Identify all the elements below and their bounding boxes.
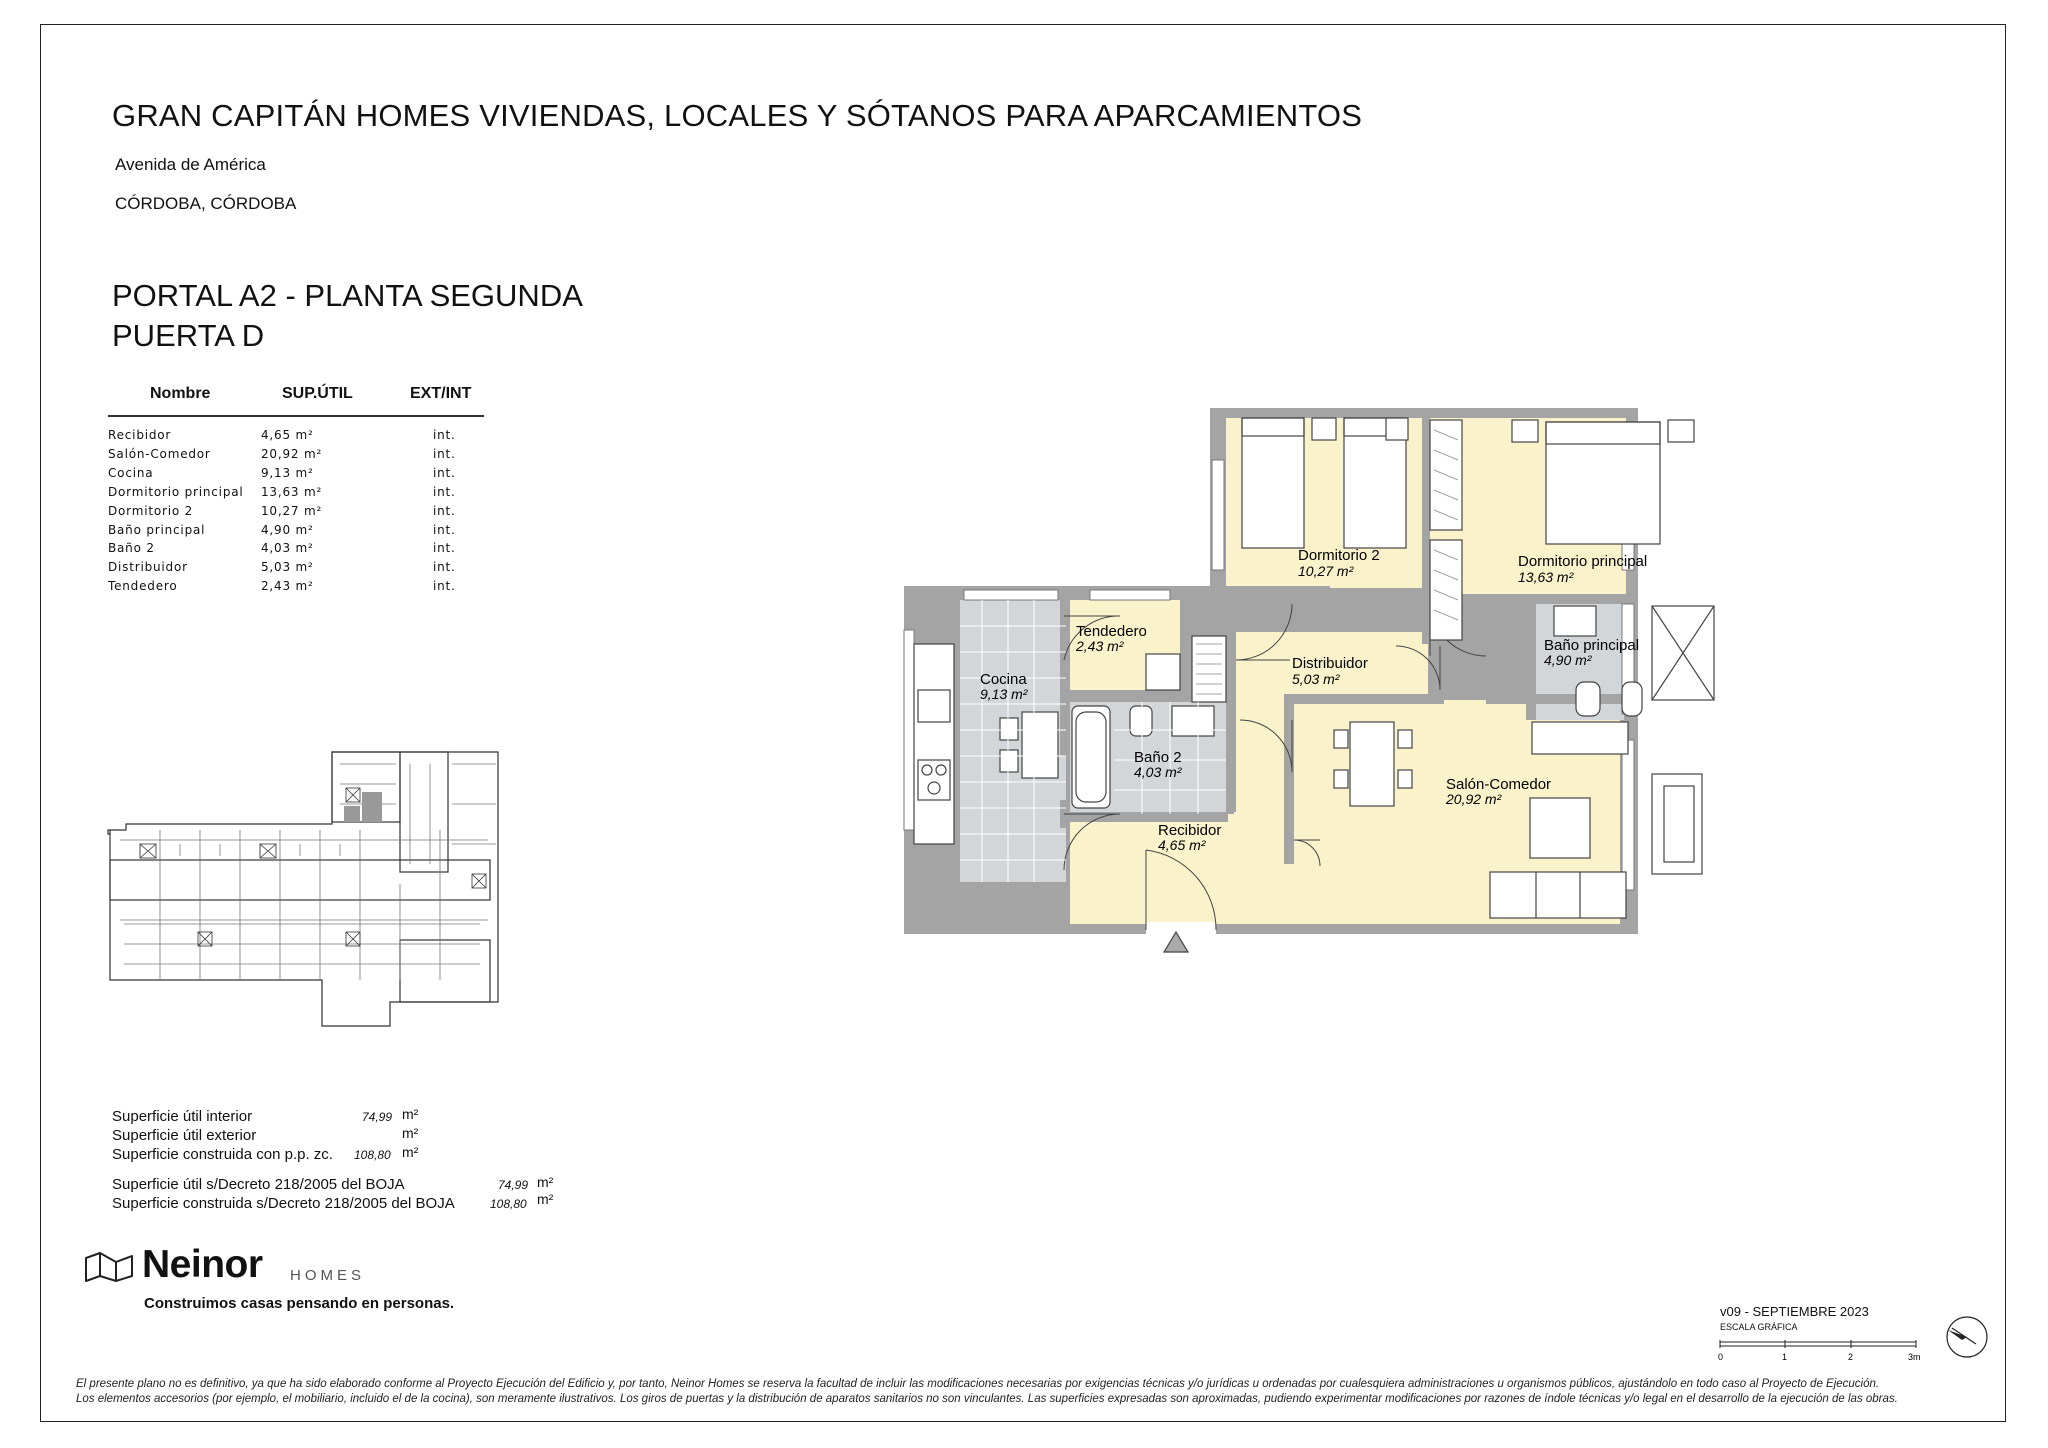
table-row xyxy=(108,485,488,504)
version-label: v09 - SEPTIEMBRE 2023 xyxy=(1720,1304,1869,1319)
row-area: 4,03 m² xyxy=(261,541,314,555)
surface-interior-label: Superficie útil interior xyxy=(112,1108,253,1125)
area-bano-principal: 4,90 m² xyxy=(1544,652,1592,668)
row-type: int. xyxy=(433,579,456,593)
area-dormitorio2: 10,27 m² xyxy=(1298,563,1354,579)
row-area: 9,13 m² xyxy=(261,466,314,480)
surface-exterior-unit: m² xyxy=(402,1125,419,1141)
row-name: Distribuidor xyxy=(108,560,188,574)
portal-floor: PORTAL A2 - PLANTA SEGUNDA xyxy=(112,278,583,313)
scale-label: ESCALA GRÁFICA xyxy=(1720,1322,1798,1332)
table-row xyxy=(108,523,488,542)
row-name: Dormitorio 2 xyxy=(108,504,194,518)
label-dormitorio2: Dormitorio 2 xyxy=(1298,547,1380,564)
row-area: 4,65 m² xyxy=(261,428,314,442)
surface-boja-util-label: Superficie útil s/Decreto 218/2005 del BOJA xyxy=(112,1176,405,1193)
disclaimer-line2: Los elementos accesorios (por ejemplo, el mobiliario, incluido el de la cocina), son meramente ilustrativos. Los giros de puertas y la distribución de aparatos sanitarios no son vinculantes. Las superficies expresadas son aproximadas, pudiendo experimentar modificaciones por razones de índole técnicas y/o legal en el desarrollo de la ejecución de las obras. xyxy=(76,1393,1898,1405)
row-area: 20,92 m² xyxy=(261,447,323,461)
row-type: int. xyxy=(433,447,456,461)
table-row xyxy=(108,560,488,579)
brand-slogan: Construimos casas pensando en personas. xyxy=(144,1295,455,1312)
row-type: int. xyxy=(433,428,456,442)
surface-boja-util-unit: m² xyxy=(537,1174,554,1190)
row-name: Dormitorio principal xyxy=(108,485,244,499)
label-recibidor: Recibidor xyxy=(1158,822,1222,839)
surface-exterior-label: Superficie útil exterior xyxy=(112,1127,257,1144)
row-type: int. xyxy=(433,504,456,518)
brand-sub: HOMES xyxy=(290,1267,366,1284)
row-name: Tendedero xyxy=(108,579,178,593)
row-name: Baño 2 xyxy=(108,541,155,555)
surface-boja-util xyxy=(112,1176,592,1196)
area-cocina: 9,13 m² xyxy=(980,686,1028,702)
table-row xyxy=(108,447,488,466)
area-tendedero: 2,43 m² xyxy=(1076,638,1124,654)
table-row xyxy=(108,428,488,447)
surface-interior-unit: m² xyxy=(402,1106,419,1122)
key-plan xyxy=(100,744,520,1030)
door-label: PUERTA D xyxy=(112,318,265,353)
label-bano-principal: Baño principal xyxy=(1544,637,1640,654)
surface-built xyxy=(112,1146,592,1166)
area-recibidor: 4,65 m² xyxy=(1158,837,1206,853)
graphic-scale xyxy=(1718,1336,1924,1366)
row-name: Recibidor xyxy=(108,428,172,442)
row-type: int. xyxy=(433,485,456,499)
surface-boja-built-value: 108,80 xyxy=(490,1197,527,1211)
brand-name: Neinor xyxy=(142,1243,263,1286)
table-rule xyxy=(108,415,484,417)
table-row xyxy=(108,579,488,598)
scale-tick-2: 2 xyxy=(1848,1352,1854,1362)
street-address: Avenida de América xyxy=(115,155,266,174)
row-area: 4,90 m² xyxy=(261,523,314,537)
neinor-logo-icon xyxy=(84,1252,134,1282)
scale-tick-3: 3m xyxy=(1908,1352,1921,1362)
project-title: GRAN CAPITÁN HOMES VIVIENDAS, LOCALES Y SÓTANOS PARA APARCAMIENTOS xyxy=(112,98,1363,133)
area-distribuidor: 5,03 m² xyxy=(1292,671,1340,687)
scale-tick-1: 1 xyxy=(1782,1352,1788,1362)
label-bano2: Baño 2 xyxy=(1134,749,1182,766)
area-salon: 20,92 m² xyxy=(1446,791,1502,807)
surface-exterior xyxy=(112,1127,592,1147)
label-distribuidor: Distribuidor xyxy=(1292,655,1368,672)
column-header-name: Nombre xyxy=(150,385,211,402)
table-row xyxy=(108,504,488,523)
row-type: int. xyxy=(433,541,456,555)
city: CÓRDOBA, CÓRDOBA xyxy=(115,194,297,213)
row-type: int. xyxy=(433,466,456,480)
floor-plan xyxy=(900,400,1750,960)
label-dormitorio-principal: Dormitorio principal xyxy=(1518,553,1648,570)
column-header-type: EXT/INT xyxy=(410,385,472,402)
area-bano2: 4,03 m² xyxy=(1134,764,1182,780)
row-area: 13,63 m² xyxy=(261,485,323,499)
surface-boja-util-value: 74,99 xyxy=(498,1178,529,1192)
row-type: int. xyxy=(433,560,456,574)
row-area: 2,43 m² xyxy=(261,579,314,593)
surface-built-value: 108,80 xyxy=(354,1148,391,1162)
surface-boja-built-unit: m² xyxy=(537,1191,554,1207)
label-tendedero: Tendedero xyxy=(1076,623,1147,640)
table-row xyxy=(108,466,488,485)
surface-built-label: Superficie construida con p.p. zc. xyxy=(112,1146,333,1163)
column-header-area: SUP.ÚTIL xyxy=(282,385,353,402)
area-dormitorio-principal: 13,63 m² xyxy=(1518,569,1574,585)
label-cocina: Cocina xyxy=(980,671,1027,688)
surface-interior-value: 74,99 xyxy=(362,1110,393,1124)
north-arrow-icon xyxy=(1944,1314,1990,1360)
surface-built-unit: m² xyxy=(402,1144,419,1160)
surface-interior xyxy=(112,1108,592,1128)
row-area: 10,27 m² xyxy=(261,504,323,518)
label-salon: Salón-Comedor xyxy=(1446,776,1552,793)
row-name: Cocina xyxy=(108,466,154,480)
row-name: Salón-Comedor xyxy=(108,447,211,461)
table-row xyxy=(108,541,488,560)
scale-tick-0: 0 xyxy=(1718,1352,1724,1362)
row-area: 5,03 m² xyxy=(261,560,314,574)
row-type: int. xyxy=(433,523,456,537)
row-name: Baño principal xyxy=(108,523,206,537)
surface-boja-built xyxy=(112,1191,592,1215)
surface-boja-built-label: Superficie construida s/Decreto 218/2005 del BOJA xyxy=(112,1195,455,1212)
disclaimer-line1: El presente plano no es definitivo, ya que ha sido elaborado conforme al Proyecto Ejecución del Edificio y, por tanto, Neinor Homes se reserva la facultad de incluir las modificaciones necesarias por exigencias técnicas y/o jurídicas u ordenadas por cualesquiera administraciones u organismos públicos, ajustándolo en todo caso al Proyecto de Ejecución. xyxy=(76,1378,1880,1390)
